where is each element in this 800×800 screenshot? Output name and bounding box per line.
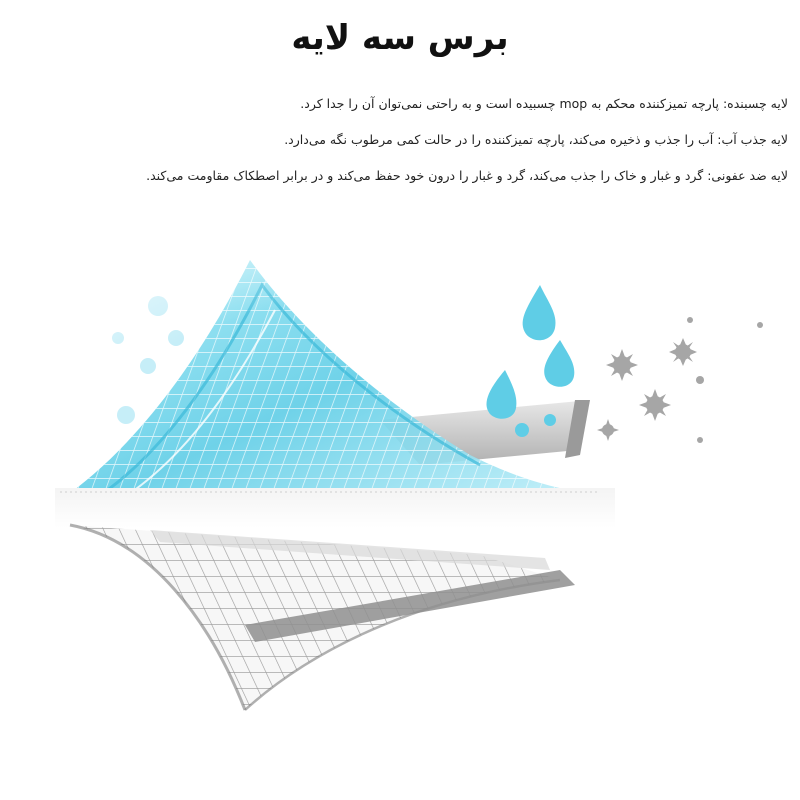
page-title: برس سه لایه xyxy=(291,18,509,58)
layer-description-list xyxy=(88,96,788,204)
antibacterial-layer-text: لایه ضد عفونی: گرد و غبار و خاک را جذب می‌کند، گرد و غبار را درون خود حفظ می‌کند و در برابر اصطکاک مقاومت می‌کند. xyxy=(146,168,788,183)
adhesive-layer-text: لایه چسبنده: پارچه تمیزکننده محکم به mop چسبیده است و به راحتی نمی‌توان آن را جدا کرد. xyxy=(300,96,788,111)
three-layer-fabric-illustration xyxy=(0,240,800,800)
water-absorbing-layer-text: لایه جذب آب: آب را جذب و ذخیره می‌کند، پارچه تمیزکننده را در حالت کمی مرطوب نگه می‌دارد. xyxy=(284,132,788,147)
